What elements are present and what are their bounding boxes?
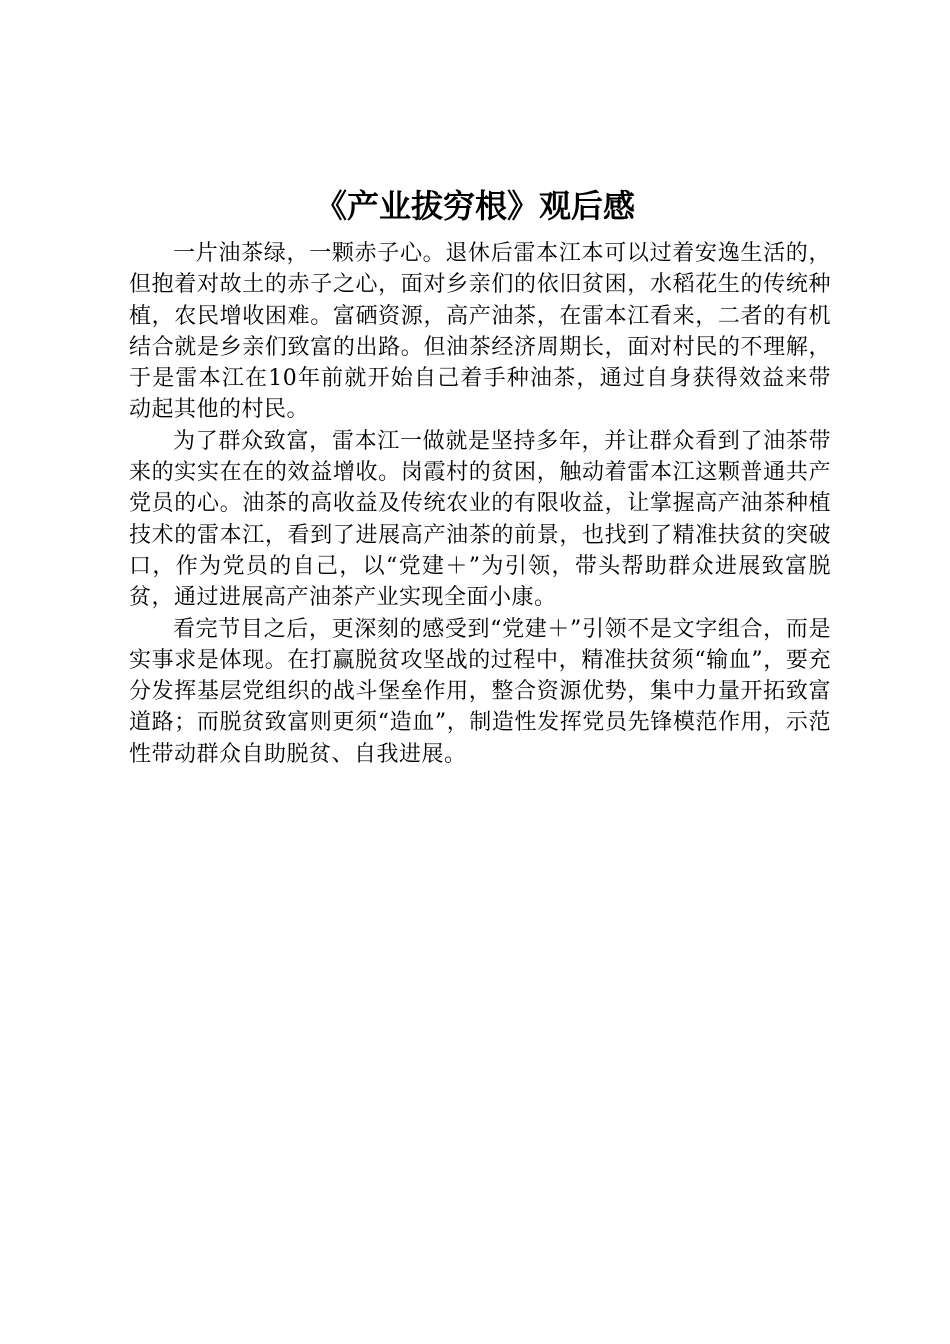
paragraph-1: 一片油茶绿，一颗赤子心。退休后雷本江本可以过着安逸生活的，但抱着对故土的赤子之心，面对乡亲们的依旧贫困，水稻花生的传统种植，农民增收困难。富硒资源，高产油茶，在雷本江看来，二者的有机结合就是乡亲们致富的出路。但油茶经济周期长，面对村民的不理解，于是雷本江在10年前就开始自己着手种油茶，通过自身获得效益来带动起其他的村民。 xyxy=(129,241,831,423)
document-title: 《产业拔穷根》观后感 xyxy=(314,187,635,225)
document-body xyxy=(129,238,831,770)
paragraph-3: 看完节目之后，更深刻的感受到“党建＋”引领不是文字组合，而是实事求是体现。在打赢脱贫攻坚战的过程中，精准扶贫须“输血”，要充分发挥基层党组织的战斗堡垒作用，整合资源优势，集中力量开拓致富道路；而脱贫致富则更须“造血”，制造性发挥党员先锋模范作用，示范性带动群众自助脱贫、自我进展。 xyxy=(129,616,831,767)
paragraph-2: 为了群众致富，雷本江一做就是坚持多年，并让群众看到了油茶带来的实实在在的效益增收。岗霞村的贫困，触动着雷本江这颗普通共产党员的心。油茶的高收益及传统农业的有限收益，让掌握高产油茶种植技术的雷本江，看到了进展高产油茶的前景，也找到了精准扶贫的突破口，作为党员的自己，以“党建＋”为引领，带头帮助群众进展致富脱贫，通过进展高产油茶产业实现全面小康。 xyxy=(129,428,831,611)
